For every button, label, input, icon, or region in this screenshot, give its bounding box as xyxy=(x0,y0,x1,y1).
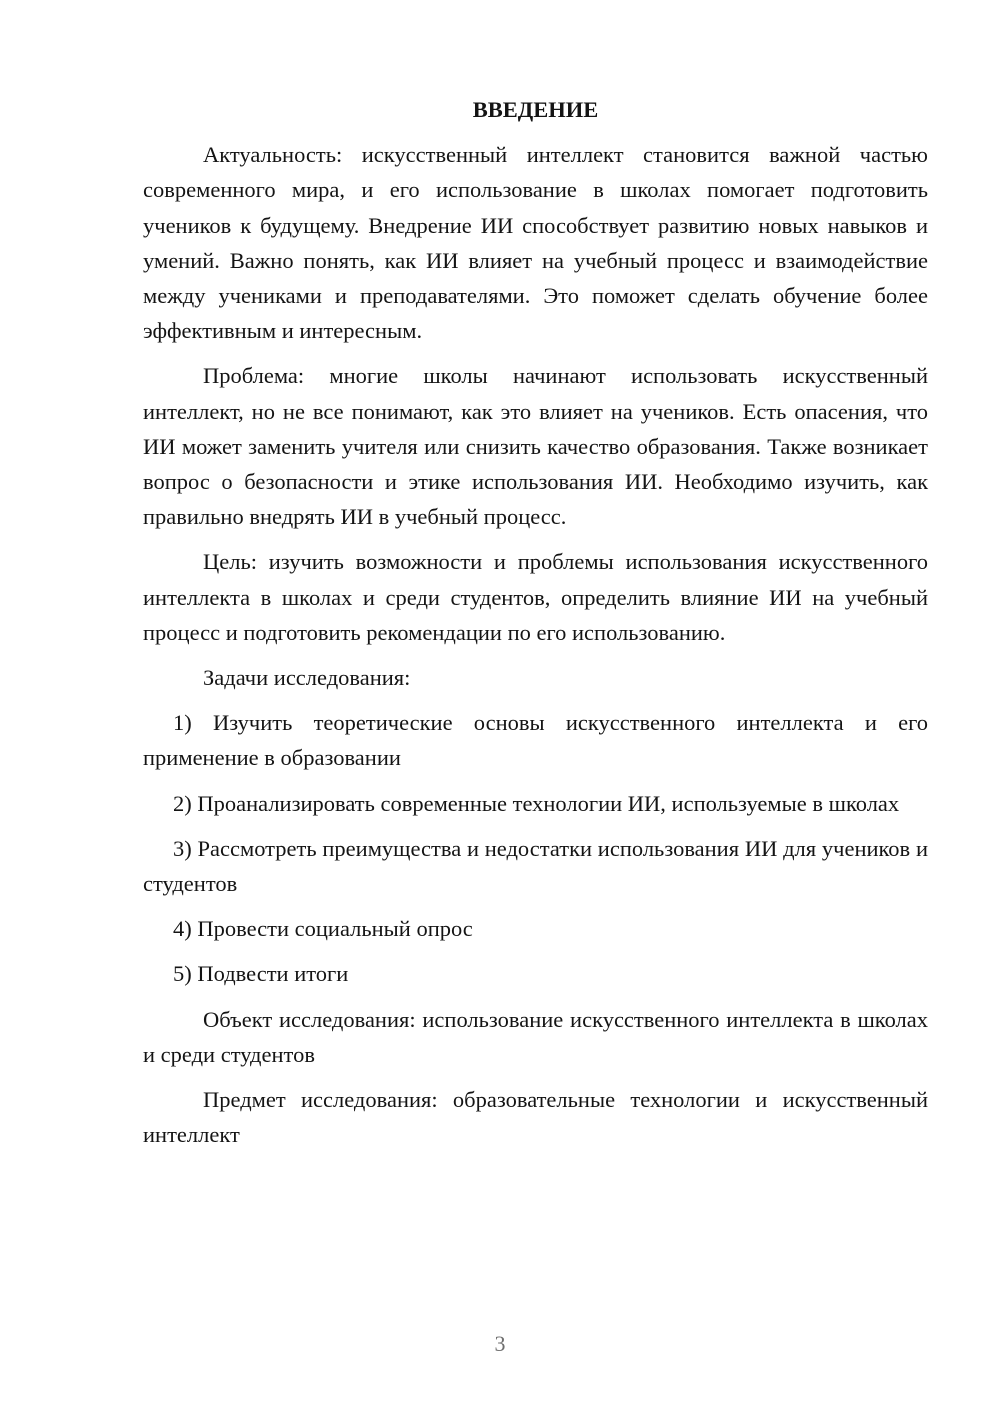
tasks-heading: Задачи исследования: xyxy=(203,665,411,691)
task-item-3: 3) Рассмотреть преимущества и недостатки использования ИИ для учеников и студентов xyxy=(143,835,928,897)
object-paragraph: Объект исследования: использование искусственного интеллекта в школах и среди студентов xyxy=(143,1006,928,1067)
problem-paragraph: Проблема: многие школы начинают использовать искусственный интеллект, но не все понимают, как это влияет на учеников. Есть опасения, что ИИ может заменить учителя или снизить качество образования. Также возникает вопрос о безопасности и этике использования ИИ. Необходимо изучить, как правильно внедрять ИИ в учебный процесс. xyxy=(143,363,928,530)
document-page xyxy=(143,92,928,1162)
task-item-4: 4) Провести социальный опрос xyxy=(173,916,473,942)
relevance-paragraph: Актуальность: искусственный интеллект становится важной частью современного мира, и его использование в школах помогает подготовить учеников к будущему. Внедрение ИИ способствует развитию новых навыков и умений. Важно понять, как ИИ влияет на учебный процесс и взаимодействие между учениками и преподавателями. Это поможет сделать обучение более эффективным и интересным. xyxy=(143,142,928,344)
subject-paragraph: Предмет исследования: образовательные технологии и искусственный интеллект xyxy=(143,1087,928,1148)
task-item-5: 5) Подвести итоги xyxy=(173,961,349,987)
section-title: ВВЕДЕНИЕ xyxy=(472,97,599,122)
task-item-2: 2) Проанализировать современные технологии ИИ, используемые в школах xyxy=(173,790,900,816)
task-item-1: 1) Изучить теоретические основы искусственного интеллекта и его применение в образовании xyxy=(143,710,928,771)
goal-paragraph: Цель: изучить возможности и проблемы использования искусственного интеллекта в школах и среди студентов, определить влияние ИИ на учебный процесс и подготовить рекомендации по его использованию. xyxy=(143,549,928,645)
page-number: 3 xyxy=(494,1331,506,1356)
